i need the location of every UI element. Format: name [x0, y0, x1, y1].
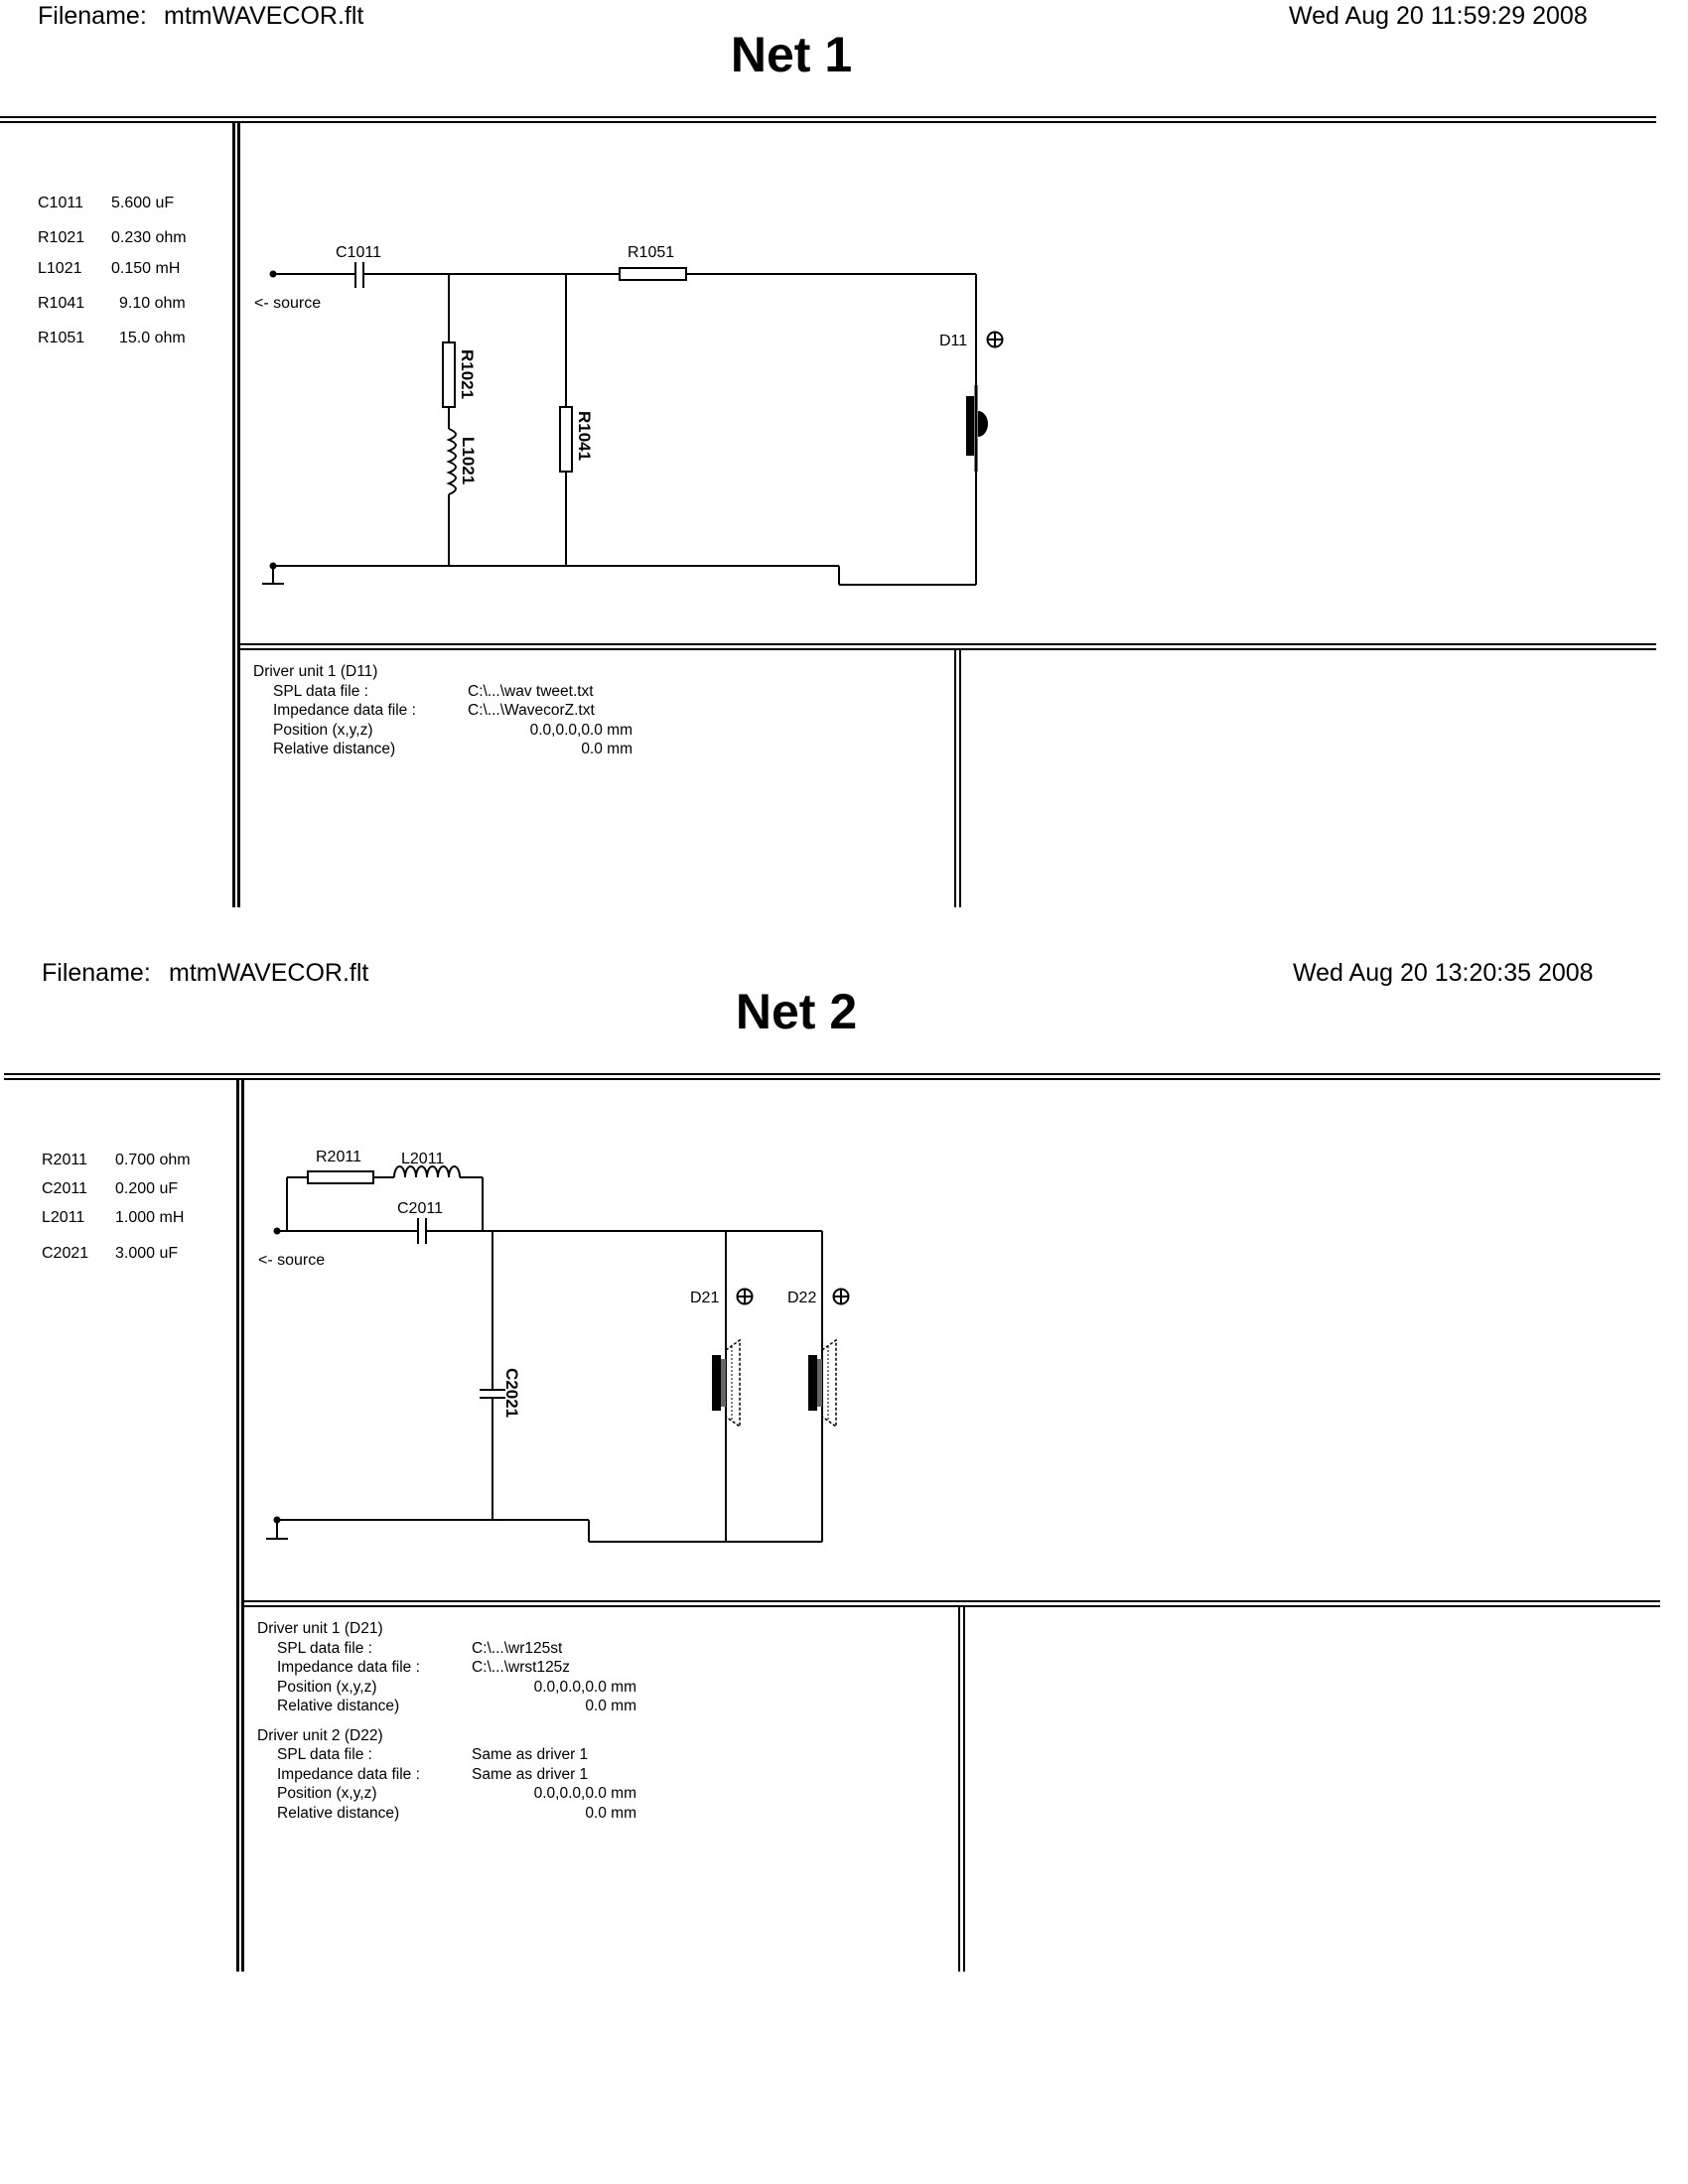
net2-ground-terminal — [274, 1517, 281, 1524]
net1-label-l1021: L1021 — [459, 437, 478, 485]
net1-label-r1041: R1041 — [575, 411, 594, 462]
component-row: L1021 0.150 mH — [38, 260, 181, 277]
net1-label-r1021: R1021 — [458, 349, 477, 400]
net2-label-d21: D21 — [690, 1290, 720, 1306]
driver-row: Relative distance) 0.0 mm — [273, 741, 633, 757]
component-row: R1041 9.10 ohm — [38, 295, 186, 312]
component-row: R1021 0.230 ohm — [38, 229, 187, 246]
component-row: R2011 0.700 ohm — [42, 1152, 191, 1168]
component-row: C2011 0.200 uF — [42, 1180, 179, 1197]
net1-label-c1011: C1011 — [336, 244, 381, 261]
net1-label-source: <- source — [254, 295, 322, 312]
driver-row: Position (x,y,z) 0.0,0.0,0.0 mm — [277, 1678, 636, 1696]
net2-filename: mtmWAVECOR.flt — [169, 959, 369, 987]
net2-label-l2011: L2011 — [401, 1151, 445, 1167]
net2-label-c2011: C2011 — [397, 1200, 443, 1217]
component-row: C1011 5.600 uF — [38, 195, 175, 211]
driver-heading: Driver unit 2 (D22) — [257, 1726, 383, 1744]
driver-row: Relative distance) 0.0 mm — [277, 1698, 636, 1714]
driver-row: Impedance data file : C:\...\WavecorZ.txt — [273, 702, 595, 719]
net2-d22-plus-icon — [833, 1289, 849, 1304]
driver-row: Impedance data file : C:\...\wrst125z — [277, 1659, 571, 1676]
driver-row: Relative distance) 0.0 mm — [277, 1804, 636, 1822]
net1-filename: mtmWAVECOR.flt — [164, 2, 364, 30]
component-row: C2021 3.000 uF — [42, 1245, 179, 1262]
net2-label-c2021: C2021 — [502, 1368, 521, 1419]
net1-filename-label: Filename: — [38, 2, 147, 30]
net1-timestamp: Wed Aug 20 11:59:29 2008 — [1289, 2, 1588, 30]
net2-label-r2011: R2011 — [316, 1149, 361, 1165]
driver-row: Position (x,y,z) 0.0,0.0,0.0 mm — [277, 1785, 636, 1802]
net2-title: Net 2 — [735, 984, 858, 1039]
net2-r2011-symbol — [308, 1171, 373, 1183]
net2-timestamp: Wed Aug 20 13:20:35 2008 — [1293, 959, 1594, 987]
component-row: R1051 15.0 ohm — [38, 330, 186, 346]
driver-heading: Driver unit 1 (D11) — [253, 663, 378, 680]
net1-label-r1051: R1051 — [628, 244, 675, 261]
driver-heading: Driver unit 1 (D21) — [257, 1620, 383, 1637]
net2-filename-label: Filename: — [42, 959, 151, 987]
driver-row: SPL data file : C:\...\wav tweet.txt — [273, 682, 594, 700]
driver-row: Impedance data file : Same as driver 1 — [277, 1765, 589, 1783]
net1-title: Net 1 — [730, 27, 853, 82]
net1-label-d11: D11 — [939, 333, 968, 349]
component-row: L2011 1.000 mH — [42, 1209, 185, 1226]
net2-label-source: <- source — [258, 1252, 326, 1269]
net2-c2011-symbol — [418, 1218, 426, 1244]
driver-row: Position (x,y,z) 0.0,0.0,0.0 mm — [273, 721, 633, 739]
net2-l2011-symbol — [394, 1166, 460, 1177]
net2-label-d22: D22 — [787, 1290, 817, 1306]
driver-row: SPL data file : Same as driver 1 — [277, 1746, 589, 1763]
net2-source-terminal — [274, 1228, 281, 1235]
net2-c2021-symbol — [480, 1390, 505, 1398]
net2-d21-plus-icon — [737, 1289, 753, 1304]
driver-row: SPL data file : C:\...\wr125st — [277, 1639, 563, 1657]
net2-driver-info — [257, 1619, 636, 1823]
